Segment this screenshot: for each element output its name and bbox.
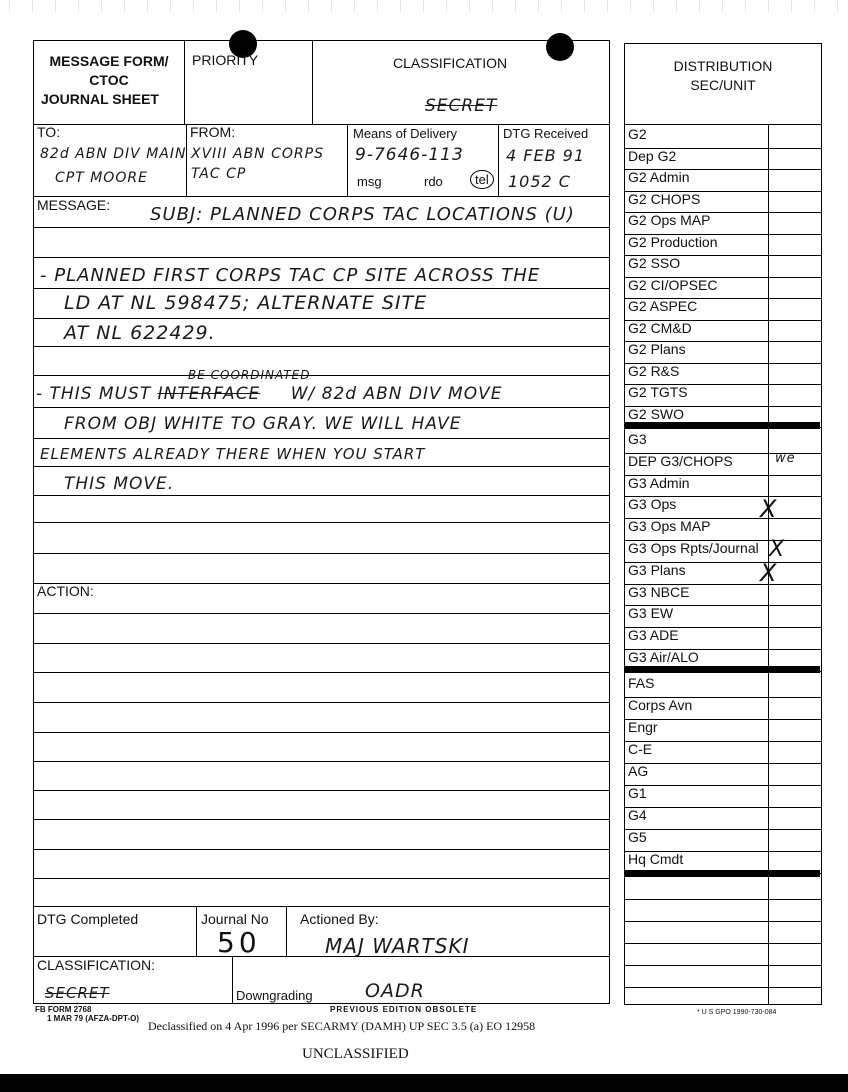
dtg-received-date: 4 FEB 91 bbox=[506, 146, 585, 165]
message-subject: SUBJ: PLANNED CORPS TAC LOCATIONS (U) bbox=[150, 204, 575, 225]
dist-g3-row: DEP G3/CHOPS bbox=[628, 452, 733, 469]
classification-footer-label: CLASSIFICATION: bbox=[37, 957, 155, 973]
from-line2: TAC CP bbox=[191, 166, 247, 182]
message-line-4 bbox=[36, 384, 502, 404]
downgrading-value: OADR bbox=[365, 980, 425, 1002]
message-line-7: THIS MOVE. bbox=[64, 474, 175, 494]
mark-g3-ops-rpts: X bbox=[769, 537, 785, 562]
dist-g3-row: G3 Ops bbox=[628, 496, 677, 513]
tel-option-circled: tel bbox=[470, 170, 494, 189]
previous-edition-note: PREVIOUS EDITION OBSOLETE bbox=[330, 1005, 478, 1014]
delivery-label: Means of Delivery bbox=[353, 126, 458, 141]
message-line-3: AT NL 622429. bbox=[64, 322, 216, 344]
dist-g2-row: G2 ASPEC bbox=[628, 298, 698, 314]
dist-other-row: G1 bbox=[628, 785, 647, 801]
message-label: MESSAGE: bbox=[37, 197, 111, 213]
classification-value: SECRET bbox=[425, 96, 498, 116]
gpo-note: * U S GPO 1990-730-084 bbox=[697, 1009, 777, 1016]
dist-g3-row: G3 Air/ALO bbox=[628, 649, 699, 665]
classification-label: CLASSIFICATION bbox=[393, 55, 508, 71]
message-line-6: ELEMENTS ALREADY THERE WHEN YOU START bbox=[40, 445, 426, 463]
dist-g2-row: G2 SSO bbox=[628, 255, 681, 271]
priority-label: PRIORITY bbox=[192, 52, 259, 68]
dist-g2-row: G2 TGTS bbox=[628, 384, 688, 400]
message-line-4a: - THIS MUST bbox=[36, 384, 152, 404]
actioned-by-value: MAJ WARTSKI bbox=[325, 934, 470, 958]
dist-other-row: C-E bbox=[628, 741, 653, 757]
unclassified-marking: UNCLASSIFIED bbox=[302, 1046, 409, 1062]
from-label: FROM: bbox=[190, 124, 236, 140]
dist-other-row: FAS bbox=[628, 675, 655, 691]
dist-g3-row: G3 bbox=[628, 431, 647, 447]
message-line-4b: W/ 82d ABN DIV MOVE bbox=[290, 384, 503, 404]
dist-g3-row: G3 Plans bbox=[628, 561, 686, 578]
classification-footer-value: SECRET bbox=[45, 984, 110, 1002]
mark-dep-g3-chops: we bbox=[775, 451, 796, 466]
dist-g2-row: G2 Production bbox=[628, 233, 718, 250]
dist-g2-row: G2 bbox=[628, 126, 647, 142]
form-title: MESSAGE FORM/ CTOC JOURNAL SHEET bbox=[41, 53, 169, 107]
message-line-4-struck: INTERFACE bbox=[157, 384, 261, 404]
form-number: FB FORM 2768 1 MAR 79 (AFZA-DPT-O) bbox=[35, 1005, 139, 1023]
distribution-title: DISTRIBUTION SEC/UNIT bbox=[673, 58, 773, 93]
actioned-by-label: Actioned By: bbox=[300, 911, 379, 927]
dist-g2-row: G2 SWO bbox=[628, 405, 685, 422]
dist-g3-row: G3 Admin bbox=[628, 474, 690, 491]
divider-other-blank bbox=[624, 870, 820, 877]
dist-g2-row: G2 CHOPS bbox=[628, 190, 701, 207]
action-label: ACTION: bbox=[37, 583, 94, 599]
dist-g2-row: G2 R&S bbox=[628, 362, 680, 379]
dtg-received-time: 1052 C bbox=[508, 172, 571, 191]
mark-g3-ops: X bbox=[760, 495, 777, 523]
msg-option: msg bbox=[357, 174, 382, 189]
to-line1: 82d ABN DIV MAIN bbox=[40, 146, 187, 162]
dist-g3-row: G3 NBCE bbox=[628, 583, 690, 600]
dist-g2-row: G2 CI/OPSEC bbox=[628, 276, 718, 293]
dist-g3-row: G3 Ops MAP bbox=[628, 518, 711, 535]
downgrading-label: Downgrading bbox=[236, 988, 313, 1003]
mark-g3-plans: X bbox=[760, 559, 777, 587]
message-line-5: FROM OBJ WHITE TO GRAY. WE WILL HAVE bbox=[64, 414, 462, 434]
dist-g3-row: G3 EW bbox=[628, 605, 674, 622]
journal-no-label: Journal No bbox=[201, 911, 269, 927]
dist-g3-row: G3 ADE bbox=[628, 627, 679, 644]
dist-g2-row: G2 Admin bbox=[628, 169, 690, 185]
dist-g2-row: Dep G2 bbox=[628, 147, 677, 164]
delivery-value: 9-7646-113 bbox=[355, 145, 464, 165]
dist-other-row: G4 bbox=[628, 807, 647, 823]
dist-g2-row: G2 CM&D bbox=[628, 319, 692, 336]
dist-other-row: Engr bbox=[628, 719, 658, 735]
journal-no-value: 50 bbox=[217, 926, 261, 959]
dtg-received-label: DTG Received bbox=[503, 126, 589, 141]
dist-other-row: Hq Cmdt bbox=[628, 851, 684, 867]
dist-other-row: G5 bbox=[628, 829, 647, 845]
dist-other-row: AG bbox=[628, 763, 649, 779]
divider-g3-other bbox=[624, 666, 820, 673]
dtg-completed-label: DTG Completed bbox=[37, 911, 139, 927]
message-line-2: LD AT NL 598475; ALTERNATE SITE bbox=[64, 292, 428, 314]
dist-g2-row: G2 Plans bbox=[628, 341, 686, 357]
dist-g3-row: G3 Ops Rpts/Journal bbox=[628, 540, 759, 556]
scan-noise-top bbox=[0, 0, 848, 12]
rdo-option: rdo bbox=[424, 174, 443, 189]
message-insert: BE COORDINATED bbox=[188, 368, 311, 382]
dist-g2-row: G2 Ops MAP bbox=[628, 212, 711, 228]
to-line2: CPT MOORE bbox=[55, 170, 148, 186]
declassification-stamp: Declassified on 4 Apr 1996 per SECARMY (DAMH) UP SEC 3.5 (a) EO 12958 bbox=[148, 1019, 536, 1033]
scan-bottom-band bbox=[0, 1074, 848, 1092]
message-line-1: - PLANNED FIRST CORPS TAC CP SITE ACROSS THE bbox=[40, 265, 541, 286]
divider-g2-g3 bbox=[624, 422, 820, 429]
to-label: TO: bbox=[37, 124, 61, 140]
from-line1: XVIII ABN CORPS bbox=[191, 146, 324, 162]
dist-other-row: Corps Avn bbox=[628, 697, 693, 713]
